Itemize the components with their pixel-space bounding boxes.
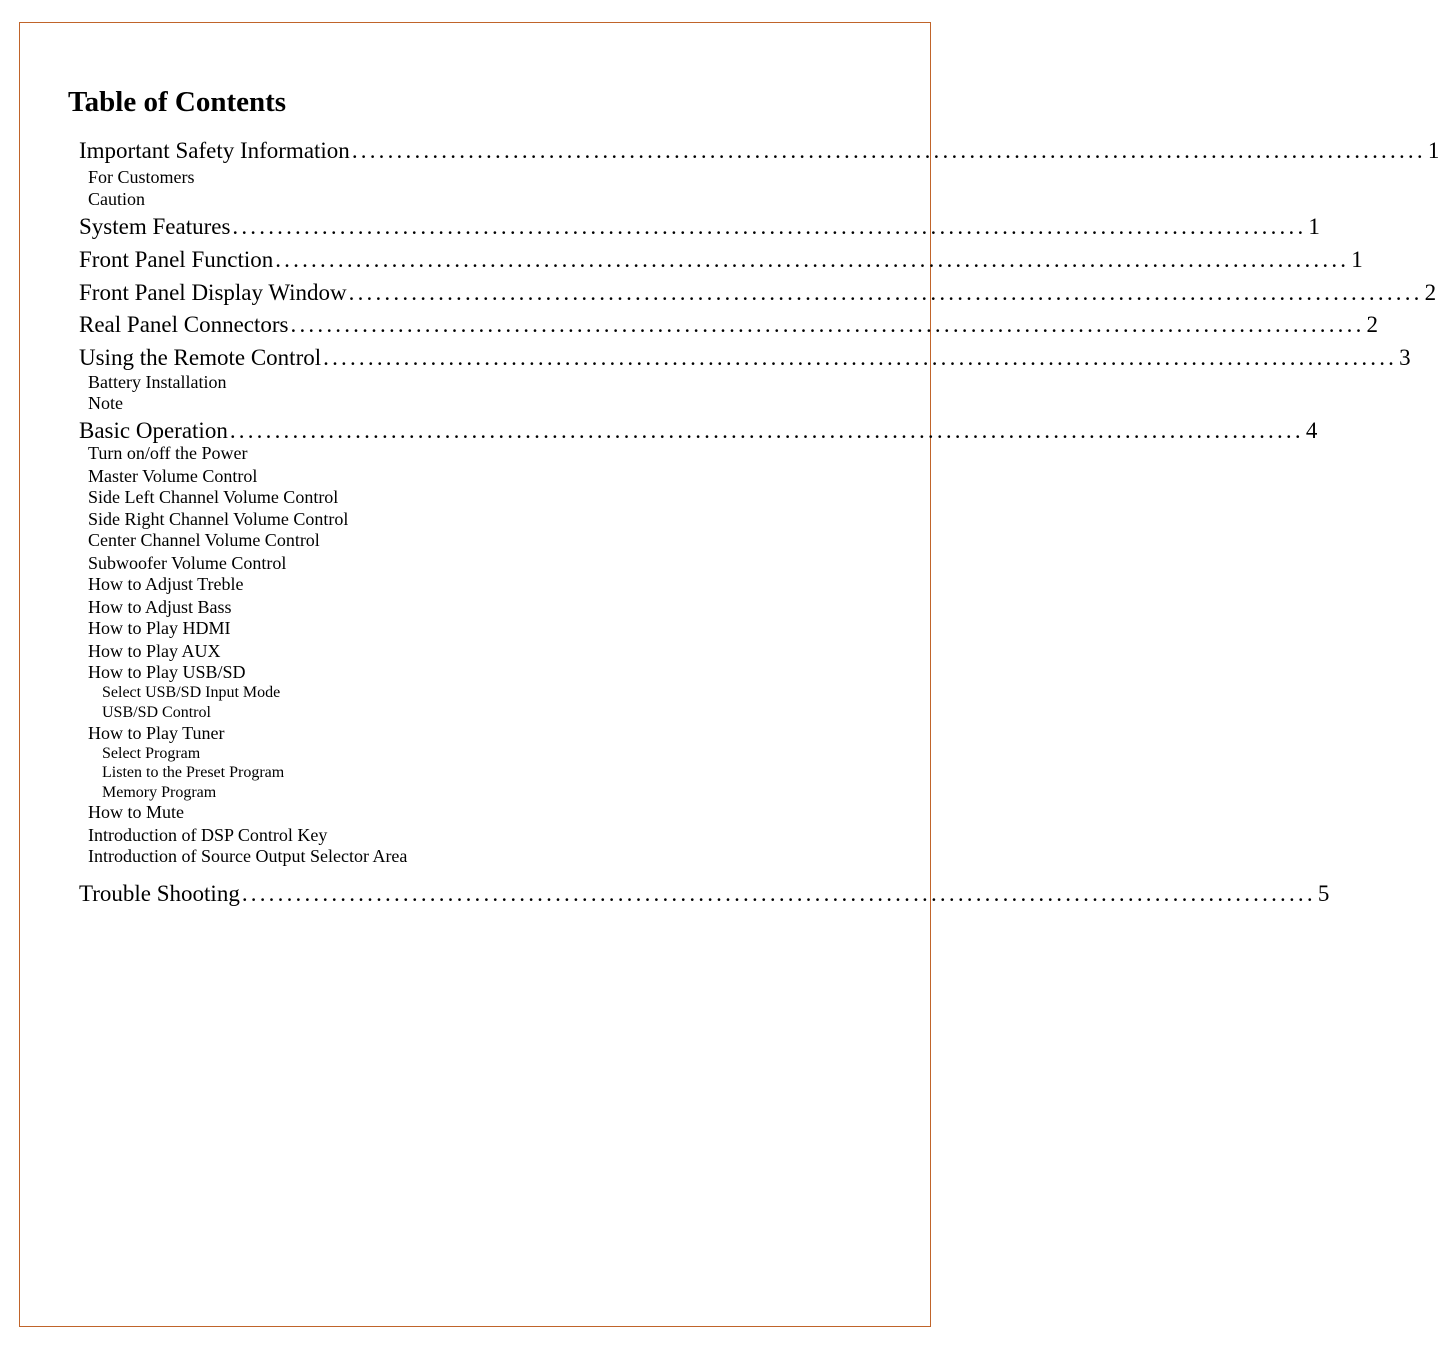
toc-subsubentry-memory-program[interactable]: Memory Program <box>102 784 217 801</box>
toc-page-number: 4 <box>1305 418 1318 443</box>
toc-subentry-battery-installation[interactable]: Battery Installation <box>88 372 227 392</box>
toc-page-number: 5 <box>1317 881 1330 906</box>
toc-subentry-adjust-treble[interactable]: How to Adjust Treble <box>88 574 244 594</box>
toc-entry-label: Trouble Shooting <box>79 881 240 906</box>
toc-entry-label: Using the Remote Control <box>79 345 322 370</box>
toc-page-number: 1 <box>1427 138 1439 163</box>
toc-entry-real-panel-connectors[interactable] <box>79 310 1379 340</box>
toc-entry-trouble-shooting[interactable] <box>79 879 1330 909</box>
toc-entry-label: Front Panel Display Window <box>79 280 347 305</box>
dot-leader: ........................................................................................................................ <box>323 345 1398 370</box>
toc-subentry-play-usb-sd[interactable]: How to Play USB/SD <box>88 662 246 682</box>
toc-page-number: 1 <box>1351 247 1363 272</box>
toc-entry-label: Front Panel Function <box>79 247 274 272</box>
toc-entry-important-safety-information[interactable] <box>79 136 1439 166</box>
toc-page-number: 1 <box>1308 214 1320 239</box>
page-title: Table of Contents <box>68 86 287 118</box>
toc-entry-front-panel-function[interactable] <box>79 245 1363 275</box>
toc-subentry-subwoofer-volume[interactable]: Subwoofer Volume Control <box>88 553 287 573</box>
dot-leader: ........................................................................................................................ <box>275 247 1350 272</box>
toc-subentry-side-left-channel-volume[interactable]: Side Left Channel Volume Control <box>88 487 339 507</box>
toc-entry-label: Real Panel Connectors <box>79 312 289 337</box>
toc-subsubentry-listen-preset-program[interactable]: Listen to the Preset Program <box>102 764 285 781</box>
toc-subentry-for-customers[interactable]: For Customers <box>88 167 195 187</box>
toc-page-number: 3 <box>1399 345 1411 370</box>
toc-entry-using-the-remote-control[interactable] <box>79 343 1411 373</box>
toc-subentry-master-volume-control[interactable]: Master Volume Control <box>88 466 258 486</box>
toc-page-number: 2 <box>1424 280 1437 305</box>
toc-subentry-source-output-selector[interactable]: Introduction of Source Output Selector Area <box>88 846 408 866</box>
toc-entry-label: Important Safety Information <box>79 138 350 163</box>
toc-entry-label: Basic Operation <box>79 418 228 443</box>
toc-subentry-turn-on-off-power[interactable]: Turn on/off the Power <box>88 443 248 463</box>
dot-leader: ........................................................................................................................ <box>229 418 1304 443</box>
toc-subsubentry-select-usb-sd-input-mode[interactable]: Select USB/SD Input Mode <box>102 684 281 701</box>
toc-entry-system-features[interactable] <box>79 212 1320 242</box>
dot-leader: ........................................................................................................................ <box>290 312 1365 337</box>
dot-leader: ........................................................................................................................ <box>232 214 1307 239</box>
toc-subentry-dsp-control-key[interactable]: Introduction of DSP Control Key <box>88 825 328 845</box>
toc-subsubentry-usb-sd-control[interactable]: USB/SD Control <box>102 704 211 721</box>
toc-entry-front-panel-display-window[interactable] <box>79 278 1437 308</box>
toc-subentry-adjust-bass[interactable]: How to Adjust Bass <box>88 597 232 617</box>
toc-entry-label: System Features <box>79 214 231 239</box>
toc-subentry-play-hdmi[interactable]: How to Play HDMI <box>88 618 231 638</box>
dot-leader: ........................................................................................................................ <box>351 138 1426 163</box>
toc-subentry-play-tuner[interactable]: How to Play Tuner <box>88 723 225 743</box>
toc-subsubentry-select-program[interactable]: Select Program <box>102 745 201 762</box>
toc-subentry-play-aux[interactable]: How to Play AUX <box>88 641 221 661</box>
toc-subentry-side-right-channel-volume[interactable]: Side Right Channel Volume Control <box>88 509 349 529</box>
dot-leader: ........................................................................................................................ <box>241 881 1316 906</box>
toc-subentry-caution[interactable]: Caution <box>88 189 145 209</box>
toc-page-number: 2 <box>1366 312 1379 337</box>
toc-subentry-note[interactable]: Note <box>88 393 123 413</box>
toc-subentry-center-channel-volume[interactable]: Center Channel Volume Control <box>88 530 320 550</box>
toc-subentry-how-to-mute[interactable]: How to Mute <box>88 802 184 822</box>
dot-leader: ........................................................................................................................ <box>348 280 1423 305</box>
